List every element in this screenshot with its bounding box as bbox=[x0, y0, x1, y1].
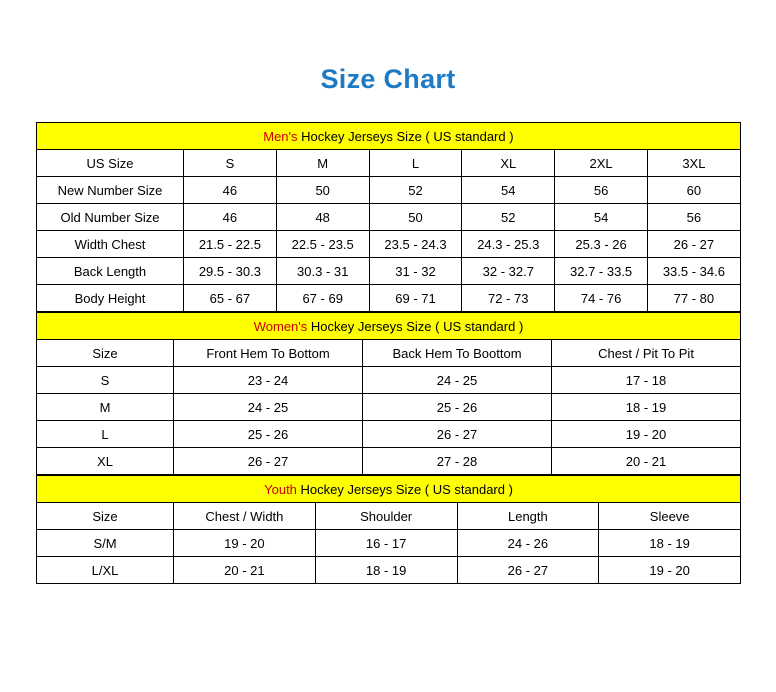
table-cell: 26 - 27 bbox=[174, 448, 363, 475]
table-row bbox=[37, 530, 741, 557]
table-cell: 18 - 19 bbox=[315, 557, 457, 584]
table-cell: 18 - 19 bbox=[552, 394, 741, 421]
size-chart-tables bbox=[36, 122, 740, 584]
mens-header-cell: 2XL bbox=[555, 150, 648, 177]
mens-header-cell: S bbox=[184, 150, 277, 177]
table-cell: 67 - 69 bbox=[276, 285, 369, 312]
youth-banner-rest: Hockey Jerseys Size ( US standard ) bbox=[296, 481, 513, 497]
womens-header-cell: Back Hem To Boottom bbox=[363, 340, 552, 367]
youth-header-cell: Shoulder bbox=[315, 503, 457, 530]
womens-banner-accent: Women's bbox=[253, 318, 308, 334]
table-cell: 50 bbox=[276, 177, 369, 204]
table-cell: 48 bbox=[276, 204, 369, 231]
youth-header-cell: Sleeve bbox=[599, 503, 741, 530]
table-row bbox=[37, 421, 741, 448]
table-cell: 60 bbox=[647, 177, 740, 204]
youth-banner-row bbox=[37, 476, 741, 503]
table-cell: 50 bbox=[369, 204, 462, 231]
row-label: Width Chest bbox=[37, 231, 184, 258]
page-title: Size Chart bbox=[320, 64, 456, 94]
table-cell: 23.5 - 24.3 bbox=[369, 231, 462, 258]
table-cell: 52 bbox=[369, 177, 462, 204]
youth-header-cell: Size bbox=[37, 503, 174, 530]
table-cell: 16 - 17 bbox=[315, 530, 457, 557]
mens-header-cell: L bbox=[369, 150, 462, 177]
mens-header-cell: M bbox=[276, 150, 369, 177]
table-cell: 18 - 19 bbox=[599, 530, 741, 557]
row-label: L/XL bbox=[37, 557, 174, 584]
table-cell: 32 - 32.7 bbox=[462, 258, 555, 285]
table-cell: 23 - 24 bbox=[174, 367, 363, 394]
table-row bbox=[37, 448, 741, 475]
table-cell: 56 bbox=[555, 177, 648, 204]
youth-header-row bbox=[37, 503, 741, 530]
table-cell: 69 - 71 bbox=[369, 285, 462, 312]
table-cell: 20 - 21 bbox=[552, 448, 741, 475]
table-cell: 24 - 26 bbox=[457, 530, 599, 557]
womens-size-table bbox=[36, 312, 741, 475]
youth-banner bbox=[37, 476, 741, 503]
table-cell: 46 bbox=[184, 204, 277, 231]
table-cell: 22.5 - 23.5 bbox=[276, 231, 369, 258]
table-cell: 56 bbox=[647, 204, 740, 231]
table-cell: 54 bbox=[555, 204, 648, 231]
mens-header-cell: 3XL bbox=[647, 150, 740, 177]
table-row bbox=[37, 204, 741, 231]
table-cell: 26 - 27 bbox=[363, 421, 552, 448]
youth-header-cell: Chest / Width bbox=[174, 503, 316, 530]
womens-banner bbox=[37, 313, 741, 340]
row-label: M bbox=[37, 394, 174, 421]
table-cell: 46 bbox=[184, 177, 277, 204]
table-cell: 29.5 - 30.3 bbox=[184, 258, 277, 285]
row-label: Old Number Size bbox=[37, 204, 184, 231]
womens-header-cell: Front Hem To Bottom bbox=[174, 340, 363, 367]
table-cell: 74 - 76 bbox=[555, 285, 648, 312]
row-label: New Number Size bbox=[37, 177, 184, 204]
table-cell: 65 - 67 bbox=[184, 285, 277, 312]
table-cell: 72 - 73 bbox=[462, 285, 555, 312]
youth-banner-accent: Youth bbox=[264, 481, 297, 497]
table-cell: 19 - 20 bbox=[599, 557, 741, 584]
womens-header-cell: Chest / Pit To Pit bbox=[552, 340, 741, 367]
table-row bbox=[37, 394, 741, 421]
table-row bbox=[37, 231, 741, 258]
row-label: XL bbox=[37, 448, 174, 475]
row-label: Back Length bbox=[37, 258, 184, 285]
mens-header-cell: US Size bbox=[37, 150, 184, 177]
table-cell: 17 - 18 bbox=[552, 367, 741, 394]
womens-banner-rest: Hockey Jerseys Size ( US standard ) bbox=[307, 318, 524, 334]
table-cell: 24.3 - 25.3 bbox=[462, 231, 555, 258]
table-cell: 25 - 26 bbox=[174, 421, 363, 448]
mens-banner bbox=[37, 123, 741, 150]
womens-banner-row bbox=[37, 313, 741, 340]
table-cell: 30.3 - 31 bbox=[276, 258, 369, 285]
youth-size-table bbox=[36, 475, 741, 584]
mens-banner-row bbox=[37, 123, 741, 150]
table-cell: 20 - 21 bbox=[174, 557, 316, 584]
table-row bbox=[37, 557, 741, 584]
table-cell: 25.3 - 26 bbox=[555, 231, 648, 258]
row-label: S/M bbox=[37, 530, 174, 557]
table-row bbox=[37, 177, 741, 204]
table-cell: 77 - 80 bbox=[647, 285, 740, 312]
row-label: Body Height bbox=[37, 285, 184, 312]
table-cell: 33.5 - 34.6 bbox=[647, 258, 740, 285]
table-cell: 26 - 27 bbox=[457, 557, 599, 584]
mens-header-cell: XL bbox=[462, 150, 555, 177]
table-cell: 27 - 28 bbox=[363, 448, 552, 475]
table-cell: 26 - 27 bbox=[647, 231, 740, 258]
table-cell: 54 bbox=[462, 177, 555, 204]
table-cell: 24 - 25 bbox=[363, 367, 552, 394]
mens-banner-accent: Men's bbox=[263, 128, 298, 144]
table-row bbox=[37, 258, 741, 285]
womens-header-cell: Size bbox=[37, 340, 174, 367]
mens-header-row bbox=[37, 150, 741, 177]
table-cell: 24 - 25 bbox=[174, 394, 363, 421]
womens-header-row bbox=[37, 340, 741, 367]
table-cell: 52 bbox=[462, 204, 555, 231]
table-cell: 25 - 26 bbox=[363, 394, 552, 421]
table-cell: 31 - 32 bbox=[369, 258, 462, 285]
mens-banner-rest: Hockey Jerseys Size ( US standard ) bbox=[297, 128, 514, 144]
youth-header-cell: Length bbox=[457, 503, 599, 530]
table-row bbox=[37, 285, 741, 312]
table-cell: 19 - 20 bbox=[552, 421, 741, 448]
table-row bbox=[37, 367, 741, 394]
row-label: S bbox=[37, 367, 174, 394]
table-cell: 32.7 - 33.5 bbox=[555, 258, 648, 285]
row-label: L bbox=[37, 421, 174, 448]
table-cell: 19 - 20 bbox=[174, 530, 316, 557]
table-cell: 21.5 - 22.5 bbox=[184, 231, 277, 258]
mens-size-table bbox=[36, 122, 741, 312]
